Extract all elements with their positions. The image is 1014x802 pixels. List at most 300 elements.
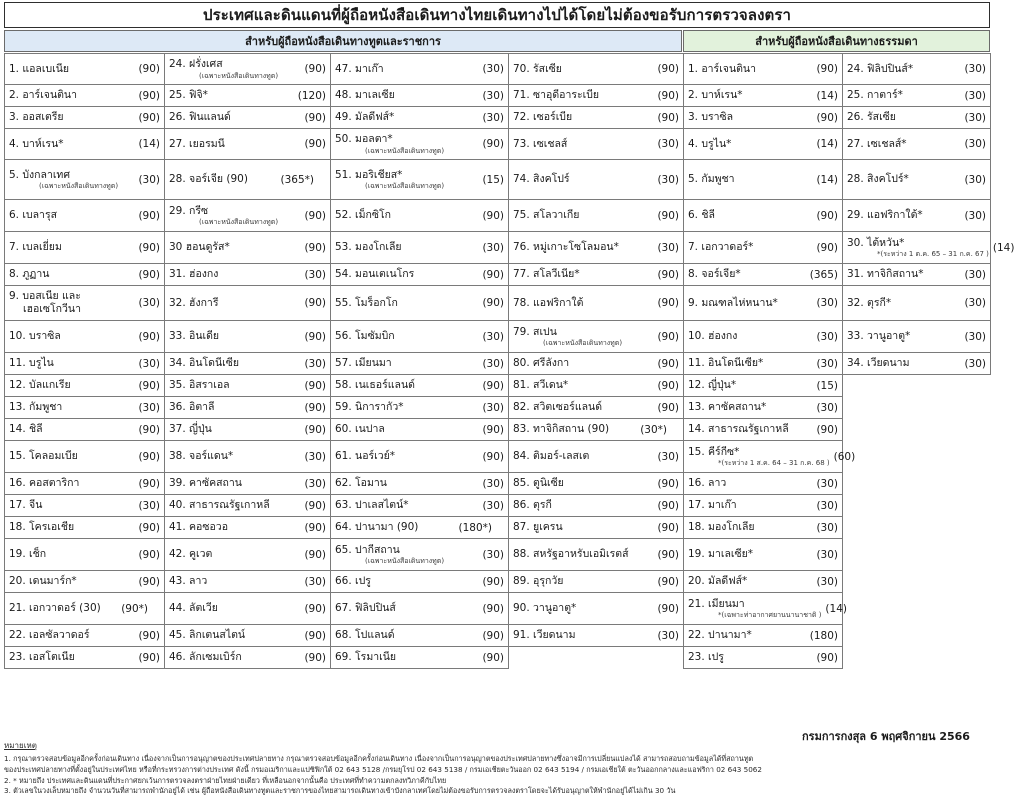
- country-name: 33. วานูอาตู*: [847, 330, 911, 343]
- country-cell: [843, 160, 991, 200]
- table-row: [5, 232, 991, 264]
- stay-days: (14): [816, 173, 838, 186]
- stay-days: (30): [304, 575, 326, 588]
- country-cell: [684, 517, 843, 539]
- country-name: 46. ลักเซมเบิร์ก: [169, 651, 242, 664]
- country-cell: [165, 264, 331, 286]
- country-cell: [5, 321, 165, 353]
- stay-days: (30): [657, 241, 679, 254]
- country-name: 1. แอลเบเนีย: [9, 62, 70, 75]
- note-line: 2. * หมายถึง ประเทศและดินแดนที่ประกาศยกเว้นการตรวจลงตราฝ่ายไทยฝ่ายเดียว ที่เหลือนอกจากนั้นคือ ประเทศที่ทำความตกลงทวิภาคีกับไทย: [4, 775, 447, 785]
- stay-days: (90): [657, 548, 679, 561]
- country-name: 58. เนเธอร์แลนด์: [335, 379, 415, 392]
- country-cell: [684, 286, 843, 321]
- stay-days: (30): [482, 499, 504, 512]
- country-cell: [165, 353, 331, 375]
- stay-days: (30): [482, 241, 504, 254]
- country-name: 55. โมร็อกโก: [335, 296, 398, 309]
- table-row: [5, 473, 991, 495]
- empty-cell: [509, 647, 684, 669]
- country-name: 27. เยอรมนี: [169, 137, 225, 150]
- country-name: 14. ชิลี: [9, 423, 43, 436]
- country-cell: [509, 375, 684, 397]
- notes-heading: หมายเหตุ: [4, 741, 37, 750]
- country-name: 29. แอฟริกาใต้*: [847, 209, 923, 222]
- country-cell: [5, 647, 165, 669]
- stay-days: (90): [482, 297, 504, 309]
- stay-days: (90): [304, 423, 326, 436]
- stay-days: (90): [138, 379, 160, 392]
- country-cell: [684, 321, 843, 353]
- country-name: 10. ฮ่องกง: [688, 330, 738, 343]
- country-cell: [165, 129, 331, 160]
- stay-days: (30): [304, 268, 326, 281]
- country-name: 14. สาธารณรัฐเกาหลี: [688, 423, 789, 436]
- country-cell: [331, 419, 509, 441]
- empty-cell: [843, 419, 991, 441]
- stay-days: (30): [482, 357, 504, 370]
- country-cell: [5, 160, 165, 200]
- stay-days: (90): [657, 499, 679, 512]
- country-name: 31. ทาจิกิสถาน*: [847, 268, 924, 281]
- note-line: 1. กรุณาตรวจสอบข้อมูลอีกครั้งก่อนเดินทาง เนื่องจากเป็นการอนุญาตของประเทศปลายทาง กรุณาตรวจสอบข้อมูลอีกครั้งก่อนเดินทาง เนื่องจากเป็นการอนุญาตของประเทศปลายทางซึ่งอาจมีการเปลี่ยนแปลงได้ สามารถสอบถามข้อมูลได้ที่สถานทูต: [4, 754, 754, 763]
- stay-days: (90): [138, 268, 160, 281]
- country-cell: [684, 54, 843, 85]
- country-name: 7. เบลเยี่ยม: [9, 241, 62, 254]
- table-row: [5, 107, 991, 129]
- country-name: 11. บรูไน: [9, 357, 54, 370]
- country-name: 63. ปาเลสไตน์*: [335, 499, 409, 512]
- stay-days: (15): [482, 173, 504, 186]
- empty-cell: [843, 539, 991, 571]
- stay-days: (90): [138, 89, 160, 102]
- diplomatic-section-header: สำหรับผู้ถือหนังสือเดินทางทูตและราชการ: [4, 30, 682, 52]
- stay-days: (90): [482, 138, 504, 150]
- stay-days: (14): [138, 138, 160, 150]
- country-cell: [509, 107, 684, 129]
- country-name: 21. เอกวาดอร์ (30): [9, 602, 101, 615]
- country-name: 29. กรีซ: [169, 204, 209, 217]
- country-name: 9. บอสเนีย และ: [9, 290, 81, 303]
- stay-days: (30): [304, 450, 326, 463]
- stay-days: (30): [304, 357, 326, 370]
- country-note: (เฉพาะหนังสือเดินทางทูต): [365, 182, 445, 191]
- country-note: *(เฉพาะท่าอากาศยานนานาชาติ ): [718, 611, 822, 620]
- empty-cell: [843, 647, 991, 669]
- country-cell: [684, 419, 843, 441]
- country-name: 41. คอซอวอ: [169, 521, 229, 534]
- stay-days: (90): [657, 521, 679, 534]
- country-name: 15. คีร์กีซ*: [688, 445, 740, 458]
- stay-days: (30): [964, 111, 986, 124]
- country-cell: [509, 232, 684, 264]
- country-name: 88. สหรัฐอาหรับเอมิเรตส์: [513, 548, 629, 561]
- country-name: 25. กาตาร์*: [847, 89, 903, 102]
- stay-days: (15): [816, 379, 838, 392]
- stay-days: (90): [657, 209, 679, 222]
- country-cell: [509, 54, 684, 85]
- country-cell: [331, 517, 509, 539]
- country-note: (เฉพาะหนังสือเดินทางทูต): [365, 557, 445, 566]
- country-name: 62. โอมาน: [335, 477, 387, 490]
- country-name: 10. บราซิล: [9, 330, 61, 343]
- stay-days: (90): [138, 651, 160, 664]
- country-cell: [331, 539, 509, 571]
- country-name: 78. แอฟริกาใต้: [513, 296, 584, 309]
- table-row: [5, 353, 991, 375]
- country-cell: [509, 495, 684, 517]
- country-cell: [509, 593, 684, 625]
- country-name: 71. ซาอุดีอาระเบีย: [513, 89, 600, 102]
- empty-cell: [843, 625, 991, 647]
- table-row: [5, 375, 991, 397]
- country-name: 28. จอร์เจีย (90): [169, 173, 248, 186]
- country-note: *(ระหว่าง 1 ส.ค. 64 – 31 ก.ค. 68 ): [718, 459, 830, 468]
- country-name: 50. มอลตา*: [335, 133, 393, 145]
- stay-days: (90): [657, 63, 679, 75]
- country-cell: [5, 571, 165, 593]
- ordinary-section-header: สำหรับผู้ถือหนังสือเดินทางธรรมดา: [683, 30, 990, 52]
- country-name: 36. อิตาลี: [169, 401, 215, 414]
- country-name: 40. สาธารณรัฐเกาหลี: [169, 499, 270, 512]
- country-cell: [331, 495, 509, 517]
- country-cell: [331, 232, 509, 264]
- country-name: 33. อินเดีย: [169, 330, 220, 343]
- country-name: 21. เมียนมา: [688, 597, 745, 610]
- stay-days: (90): [138, 548, 160, 561]
- stay-days: (90): [304, 297, 326, 309]
- country-cell: [165, 539, 331, 571]
- country-cell: [684, 264, 843, 286]
- country-cell: [684, 397, 843, 419]
- country-cell: [5, 517, 165, 539]
- stay-days: (120): [297, 89, 326, 102]
- country-name: 34. เวียดนาม: [847, 357, 910, 370]
- country-name: 83. ทาจิกิสถาน (90): [513, 423, 610, 436]
- country-cell: [5, 353, 165, 375]
- stay-days: (90): [657, 379, 679, 392]
- country-cell: [165, 321, 331, 353]
- country-name: 8. ภูฏาน: [9, 268, 50, 281]
- country-name: 44. ลัตเวีย: [169, 602, 218, 615]
- country-cell: [5, 539, 165, 571]
- stay-days: (90): [138, 63, 160, 75]
- country-cell: [165, 160, 331, 200]
- stay-days: (90): [138, 575, 160, 588]
- country-name: 68. โปแลนด์: [335, 629, 395, 642]
- stay-days: (90): [138, 241, 160, 254]
- table-row: [5, 571, 991, 593]
- country-name: 77. สโลวีเนีย*: [513, 268, 580, 281]
- country-cell: [165, 85, 331, 107]
- country-cell: [684, 200, 843, 232]
- country-name: 13. คาซัคสถาน*: [688, 401, 767, 414]
- table-row: [5, 54, 991, 85]
- country-cell: [509, 539, 684, 571]
- country-cell: [331, 441, 509, 473]
- country-name: 23. เอสโตเนีย: [9, 651, 75, 664]
- stay-days: (90): [482, 602, 504, 615]
- stay-days: (30): [482, 63, 504, 75]
- country-cell: [509, 571, 684, 593]
- country-name: 84. ติมอร์-เลสเต: [513, 450, 590, 463]
- country-name: 6. ชิลี: [688, 209, 715, 222]
- country-cell: [843, 85, 991, 107]
- country-name: 12. ญี่ปุ่น*: [688, 379, 737, 392]
- country-name: 76. หมู่เกาะโซโลมอน*: [513, 241, 619, 254]
- stay-days: (90): [816, 423, 838, 436]
- country-cell: [5, 375, 165, 397]
- country-cell: [331, 160, 509, 200]
- country-name: 18. โครเอเชีย: [9, 521, 75, 534]
- note-line: 3. ตัวเลขในวงเล็บหมายถึง จำนวนวันที่สามารถพำนักอยู่ได้ เช่น ผู้ถือหนังสือเดินทางทูตและราชการของไทยสามารถเดินทางเข้าบังกลาเทศโดยไม่ต้องขอรับการตรวจลงตราโดยจะได้รับอนุญาตให้พำนักอยู่ได้ไม่เกิน 30 วัน: [4, 786, 676, 796]
- country-cell: [165, 200, 331, 232]
- country-name: 54. มอนเตเนโกร: [335, 268, 415, 281]
- stay-days: (365): [809, 268, 838, 281]
- stay-days: (90): [138, 209, 160, 222]
- country-cell: [331, 107, 509, 129]
- stay-days: (30): [138, 297, 160, 309]
- empty-cell: [843, 593, 991, 625]
- table-row: [5, 85, 991, 107]
- stay-days: (90): [657, 330, 679, 343]
- stay-days: (90): [304, 138, 326, 150]
- country-name: 34. อินโดนีเซีย: [169, 357, 240, 370]
- country-name: 8. จอร์เจีย*: [688, 268, 741, 281]
- country-cell: [5, 54, 165, 85]
- country-name: 26. ฟินแลนด์: [169, 111, 231, 124]
- stay-days: (30): [138, 499, 160, 512]
- table-row: [5, 625, 991, 647]
- country-name: 22. ปานามา*: [688, 629, 752, 642]
- stay-days: (30): [138, 357, 160, 370]
- country-cell: [509, 129, 684, 160]
- country-name: 17. มาเก๊า: [688, 499, 737, 512]
- country-name: 69. โรมาเนีย: [335, 651, 397, 664]
- country-cell: [5, 264, 165, 286]
- country-name: 64. ปานามา (90): [335, 521, 419, 534]
- country-cell: [165, 517, 331, 539]
- stay-days: (90): [816, 63, 838, 75]
- country-cell: [331, 286, 509, 321]
- country-name: 30 ฮอนดูรัส*: [169, 241, 230, 254]
- country-cell: [684, 441, 856, 473]
- country-note: (เฉพาะหนังสือเดินทางทูต): [543, 339, 623, 348]
- stay-days: (90): [657, 602, 679, 615]
- empty-cell: [843, 571, 991, 593]
- country-cell: [843, 200, 991, 232]
- empty-cell: [843, 375, 991, 397]
- country-cell: [509, 473, 684, 495]
- stay-days: (30): [816, 575, 838, 588]
- country-cell: [509, 264, 684, 286]
- stay-days: (90): [138, 330, 160, 343]
- country-name: 57. เมียนมา: [335, 357, 392, 370]
- stay-days: (90): [657, 89, 679, 102]
- country-cell: [165, 232, 331, 264]
- stay-days: (90): [482, 651, 504, 664]
- country-cell: [843, 321, 991, 353]
- empty-cell: [843, 397, 991, 419]
- table-row: [5, 539, 991, 571]
- country-name: 91. เวียดนาม: [513, 629, 576, 642]
- stay-days: (90): [657, 297, 679, 309]
- stay-days: (30): [816, 477, 838, 490]
- stay-days: (14): [816, 89, 838, 102]
- country-name: 15. โคลอมเบีย: [9, 450, 78, 463]
- country-name: 3. ออสเตรีย: [9, 111, 64, 124]
- stay-days: (90): [482, 629, 504, 642]
- country-cell: [165, 625, 331, 647]
- country-cell: [165, 473, 331, 495]
- country-name: 53. มองโกเลีย: [335, 241, 402, 254]
- country-name: 16. คอสตาริกา: [9, 477, 80, 490]
- stay-days: (90): [304, 548, 326, 561]
- country-note: (เฉพาะหนังสือเดินทางทูต): [199, 71, 279, 80]
- country-cell: [509, 419, 684, 441]
- country-name: 6. เบลารุส: [9, 209, 57, 222]
- stay-days: (14): [825, 602, 847, 615]
- country-cell: [509, 160, 684, 200]
- country-name: 35. อิสราเอล: [169, 379, 230, 392]
- notes-section: [4, 740, 990, 797]
- stay-days: (30*): [640, 423, 667, 436]
- country-cell: [165, 441, 331, 473]
- country-cell: [5, 232, 165, 264]
- table-row: [5, 321, 991, 353]
- country-name: 38. จอร์แดน*: [169, 450, 234, 463]
- stay-days: (30): [304, 477, 326, 490]
- country-name: 20. เดนมาร์ก*: [9, 575, 77, 588]
- stay-days: (30): [482, 401, 504, 414]
- stay-days: (30): [482, 548, 504, 561]
- country-name: 5. กัมพูชา: [688, 173, 735, 186]
- stay-days: (90): [304, 241, 326, 254]
- stay-days: (90): [816, 241, 838, 254]
- country-name: 72. เซอร์เบีย: [513, 111, 573, 124]
- stay-days: (30): [138, 401, 160, 414]
- country-note: (เฉพาะหนังสือเดินทางทูต): [199, 218, 279, 227]
- country-cell: [684, 495, 843, 517]
- stay-days: (30): [482, 477, 504, 490]
- country-cell: [509, 517, 684, 539]
- stay-days: (30): [657, 173, 679, 186]
- country-cell: [5, 441, 165, 473]
- country-cell: [5, 625, 165, 647]
- country-cell: [331, 625, 509, 647]
- stay-days: (90): [138, 423, 160, 436]
- stay-days: (90): [304, 521, 326, 534]
- country-cell: [684, 593, 847, 625]
- country-name: 25. ฟิจิ*: [169, 89, 208, 102]
- country-name: 4. บาห์เรน*: [9, 137, 64, 150]
- country-cell: [331, 647, 509, 669]
- stay-days: (90): [482, 379, 504, 392]
- note-line: ของประเทศปลายทางที่ตั้งอยู่ในประเทศไทย หรือที่กระทรวงการต่างประเทศ ดังนี้ กรมอเมริกาและแปซิฟิกใต้ 02 643 5128 /กรมยุโรป 02 643 5138 / กรมเอเชียตะวันออก 02 643 5194 / กรมเอเชียใต้ ตะวันออกกลางและแอฟริกา 02 643 5062: [4, 764, 762, 774]
- country-cell: [843, 286, 991, 321]
- table-row: [5, 200, 991, 232]
- stay-days: (90): [657, 477, 679, 490]
- country-cell: [331, 593, 509, 625]
- stay-days: (30): [816, 357, 838, 370]
- country-cell: [684, 160, 843, 200]
- country-name: 22. เอลซัลวาดอร์: [9, 629, 90, 642]
- country-note: (เฉพาะหนังสือเดินทางทูต): [365, 146, 445, 155]
- stay-days: (14): [816, 138, 838, 150]
- country-cell: [165, 647, 331, 669]
- country-cell: [5, 593, 165, 625]
- country-name: 19. มาเลเซีย*: [688, 548, 753, 561]
- stay-days: (14): [992, 241, 1014, 254]
- stay-days: (30): [964, 357, 986, 370]
- country-name: 59. นิการากัว*: [335, 401, 404, 414]
- stay-days: (90): [304, 401, 326, 414]
- country-name: 12. บัลแกเรีย: [9, 379, 71, 392]
- stay-days: (90): [657, 268, 679, 281]
- country-name: 32. ฮังการี: [169, 296, 219, 309]
- country-name: 24. ฝรั่งเศส: [169, 58, 223, 70]
- stay-days: (30): [964, 63, 986, 75]
- stay-days: (30): [482, 111, 504, 124]
- stay-days: (30): [816, 521, 838, 534]
- stay-days: (90): [304, 63, 326, 75]
- country-name: 85. ตูนิเซีย: [513, 477, 564, 490]
- stay-days: (30): [816, 401, 838, 414]
- country-cell: [331, 54, 509, 85]
- stay-days: (90): [304, 602, 326, 615]
- stay-days: (90): [138, 521, 160, 534]
- country-name: 90. วานูอาตู*: [513, 602, 577, 615]
- stay-days: (90): [816, 209, 838, 222]
- stay-days: (30): [816, 499, 838, 512]
- stay-days: (30): [964, 297, 986, 309]
- empty-cell: [843, 495, 991, 517]
- stay-days: (30): [816, 548, 838, 561]
- stay-days: (90): [482, 575, 504, 588]
- country-note: (เฉพาะหนังสือเดินทางทูต): [39, 182, 119, 191]
- stay-days: (90): [304, 379, 326, 392]
- country-name: 4. บรูไน*: [688, 137, 732, 150]
- stay-days: (90): [816, 651, 838, 664]
- country-name: 16. ลาว: [688, 477, 727, 490]
- country-name: 80. ศรีลังกา: [513, 357, 570, 370]
- country-name: 17. จีน: [9, 499, 43, 512]
- country-cell: [684, 353, 843, 375]
- stay-days: (90): [138, 450, 160, 463]
- country-name: 48. มาเลเซีย: [335, 89, 395, 102]
- page-title: ประเทศและดินแดนที่ผู้ถือหนังสือเดินทางไทยเดินทางไปได้โดยไม่ต้องขอรับการตรวจลงตรา: [4, 2, 990, 28]
- country-cell: [843, 353, 991, 375]
- country-cell: [843, 232, 1014, 264]
- stay-days: (90): [482, 268, 504, 281]
- stay-days: (180): [809, 629, 838, 642]
- stay-days: (30): [964, 268, 986, 281]
- country-name: 52. เม็กซิโก: [335, 209, 392, 222]
- country-cell: [509, 286, 684, 321]
- stay-days: (90): [304, 499, 326, 512]
- country-cell: [509, 200, 684, 232]
- stay-days: (30): [657, 138, 679, 150]
- table-row: [5, 593, 991, 625]
- stay-days: (30): [138, 173, 160, 186]
- stay-days: (90): [304, 209, 326, 222]
- country-name: 81. สวีเดน*: [513, 379, 569, 392]
- agency-date: กรมการกงสุล 6 พฤศจิกายน 2566: [802, 730, 970, 743]
- table-row: [5, 160, 991, 200]
- country-cell: [165, 375, 331, 397]
- stay-days: (90): [482, 450, 504, 463]
- stay-days: (90): [816, 111, 838, 124]
